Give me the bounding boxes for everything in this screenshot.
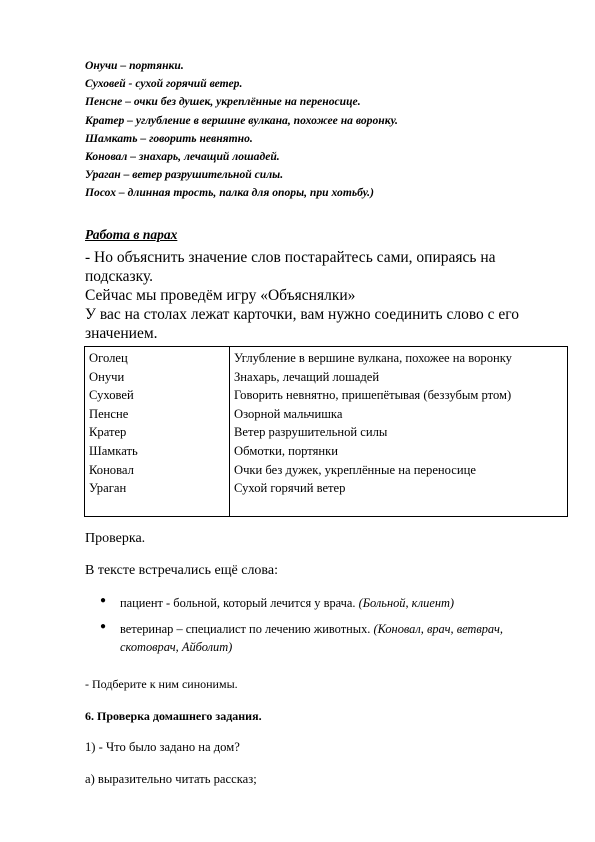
answer-text: а) выразительно читать рассказ; (85, 772, 257, 786)
meaning-item: Озорной мальчишка (234, 406, 343, 421)
bullet-text: пациент - больной, который лечится у врача. (120, 596, 359, 610)
meanings-column (230, 347, 568, 517)
meaning-item: Говорить невнятно, пришепётывая (беззубым ртом) (234, 388, 512, 403)
question-text: 1) - Что было задано на дом? (85, 740, 240, 754)
intro-line: - Но объяснить значение слов постарайтесь сами, опираясь на подсказку. (85, 249, 496, 285)
also-words-label: В тексте встречались ещё слова: (85, 563, 278, 578)
definition-line: Онучи – портянки. (85, 59, 184, 72)
section-heading: Работа в парах (85, 227, 178, 242)
bullet-synonyms: (Коновал, врач, ветврач, скотоврач, Айболит) (120, 622, 503, 654)
definition-line: Пенсне – очки без душек, укреплённые на переносице. (85, 95, 361, 109)
definition-line: Кратер – углубление в вершине вулкана, похожее на воронку. (85, 113, 398, 127)
empty-line (89, 498, 225, 516)
word-item: Суховей (89, 388, 134, 403)
check-label: Проверка. (85, 531, 146, 546)
word-item: Коновал (89, 462, 134, 477)
bullet-text: ветеринар – специалист по лечению животных. (120, 622, 374, 636)
empty-line (234, 498, 563, 516)
word-item: Кратер (89, 425, 127, 440)
definition-line: Суховей - сухой горячий ветер. (85, 77, 243, 91)
definition-line: Коновал – знахарь, лечащий лошадей. (85, 150, 280, 164)
definitions-list (85, 57, 565, 203)
bullet-icon: ● (100, 595, 107, 606)
meaning-item: Обмотки, портянки (234, 443, 339, 458)
words-column (85, 347, 230, 517)
definition-line: Ураган – ветер разрушительной силы. (85, 168, 284, 182)
bullet-icon: ● (100, 621, 107, 632)
word-item: Ураган (89, 481, 127, 496)
meaning-item: Знахарь, лечащий лошадей (234, 369, 380, 384)
word-item: Пенсне (89, 406, 129, 421)
meaning-item: Углубление в вершине вулкана, похожее на воронку (234, 351, 512, 365)
intro-line: Сейчас мы проведём игру «Объяснялки» (85, 287, 356, 304)
word-item: Шамкать (89, 443, 138, 458)
bullet-list (100, 594, 560, 664)
bullet-synonyms: (Больной, клиент) (358, 596, 455, 610)
table-row (85, 347, 568, 517)
word-item: Оголец (89, 351, 128, 365)
intro-line: У вас на столах лежат карточки, вам нужно соединить слово с его значением. (85, 306, 520, 342)
homework-heading: 6. Проверка домашнего задания. (85, 709, 262, 723)
definition-line: Посох – длинная трость, палка для опоры, при хотьбу.) (85, 186, 374, 200)
definition-line: Шамкать – говорить невнятно. (85, 131, 253, 145)
word-item: Онучи (89, 369, 125, 384)
meaning-item: Сухой горячий ветер (234, 481, 346, 496)
pick-synonyms-text: - Подберите к ним синонимы. (85, 677, 238, 691)
list-item (100, 594, 560, 612)
matching-table (84, 346, 568, 517)
meaning-item: Очки без дужек, укреплённые на переносице (234, 462, 476, 477)
intro-text (85, 248, 535, 343)
meaning-item: Ветер разрушительной силы (234, 425, 388, 440)
list-item (100, 620, 560, 656)
